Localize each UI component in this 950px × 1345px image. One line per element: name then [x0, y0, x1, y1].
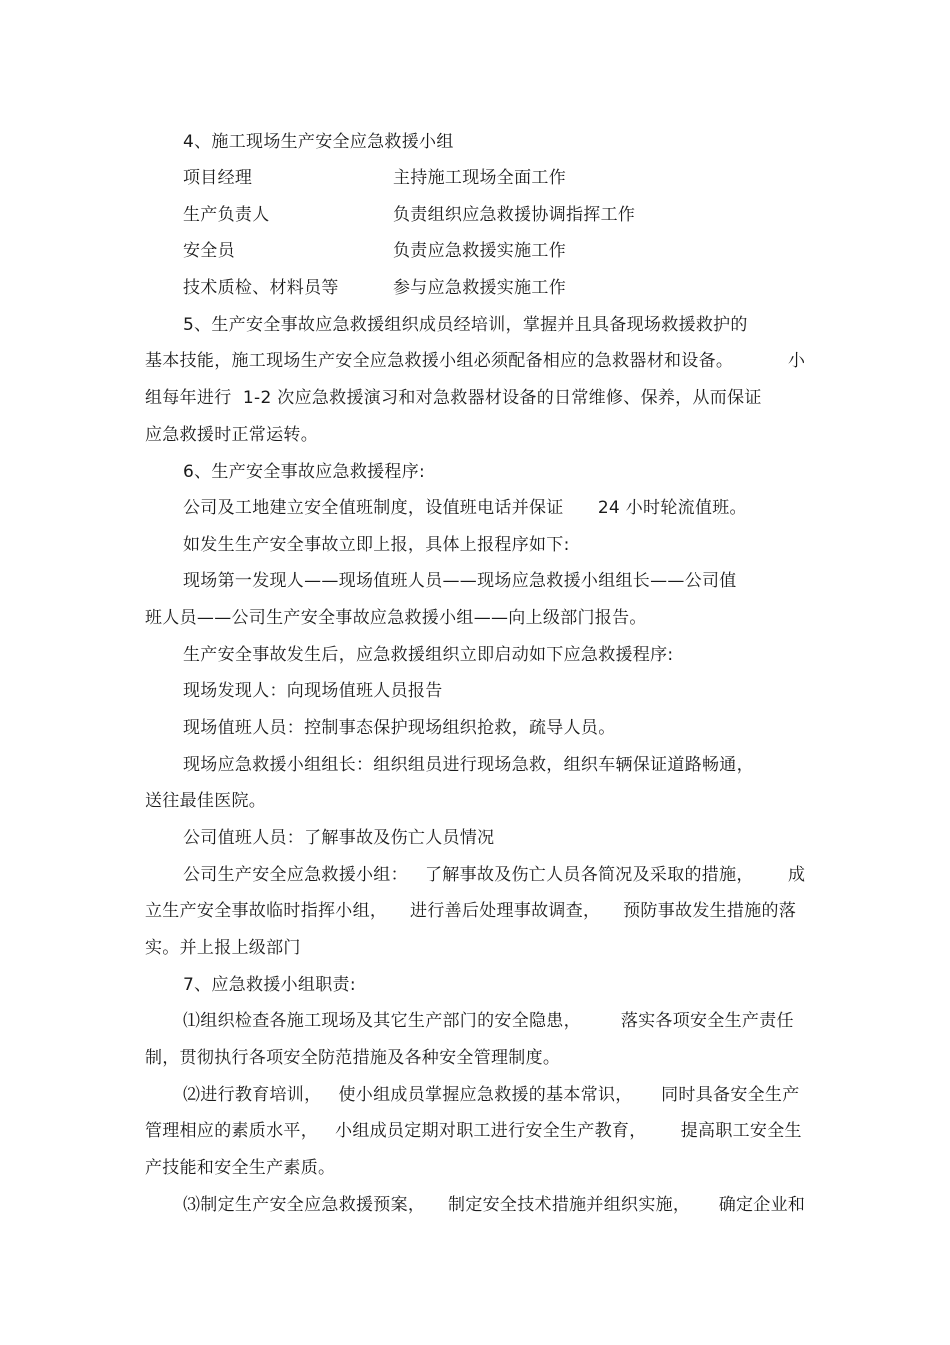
- section-7-text: ⑴组织检查各施工现场及其它生产部门的安全隐患， 落实各项安全生产责任: [183, 1011, 794, 1031]
- section-6-text: 班人员——公司生产安全事故应急救援小组——向上级部门报告。: [145, 608, 647, 628]
- section-6-text: 现场第一发现人——现场值班人员——现场应急救援小组组长——公司值: [183, 571, 737, 591]
- role-name: 项目经理: [183, 168, 253, 188]
- section-5-text: 组每年进行 1-2 次应急救援演习和对急救器材设备的日常维修、保养，从而保证: [145, 388, 762, 408]
- section-6-text: 立生产安全事故临时指挥小组， 进行善后处理事故调查， 预防事故发生措施的落: [145, 901, 797, 921]
- section-4-heading: 4、施工现场生产安全应急救援小组: [183, 132, 454, 152]
- section-6-text: 成: [788, 865, 806, 885]
- section-6-text: 实。并上报上级部门: [145, 938, 301, 958]
- section-5-text: 应急救援时正常运转。: [145, 425, 318, 445]
- section-6-text: 如发生生产安全事故立即上报，具体上报程序如下:: [183, 535, 570, 555]
- section-6-heading: 6、生产安全事故应急救援程序:: [183, 462, 426, 482]
- role-name: 安全员: [183, 241, 235, 261]
- role-duty: 主持施工现场全面工作: [393, 168, 566, 188]
- section-7-text: 制，贯彻执行各项安全防范措施及各种安全管理制度。: [145, 1048, 561, 1068]
- section-5-text: 基本技能，施工现场生产安全应急救援小组必须配备相应的急救器材和设备。: [145, 351, 734, 371]
- section-6-text: 送往最佳医院。: [145, 791, 267, 811]
- role-duty: 参与应急救援实施工作: [393, 278, 566, 298]
- role-name: 生产负责人: [183, 205, 270, 225]
- role-name: 技术质检、材料员等: [183, 278, 339, 298]
- section-6-text: 公司值班人员：了解事故及伤亡人员情况: [183, 828, 495, 848]
- section-6-text: 现场发现人：向现场值班人员报告: [183, 681, 443, 701]
- section-5-text: 5、生产安全事故应急救援组织成员经培训，掌握并且具备现场救援救护的: [183, 315, 748, 335]
- section-7-text: ⑶制定生产安全应急救援预案， 制定安全技术措施并组织实施， 确定企业和: [183, 1195, 806, 1215]
- section-7-text: 产技能和安全生产素质。: [145, 1158, 336, 1178]
- role-duty: 负责应急救援实施工作: [393, 241, 566, 261]
- section-6-text: 公司生产安全应急救援小组： 了解事故及伤亡人员各简况及采取的措施，: [183, 865, 754, 885]
- section-7-text: ⑵进行教育培训， 使小组成员掌握应急救援的基本常识， 同时具备安全生产: [183, 1085, 800, 1105]
- section-6-text: 现场应急救援小组组长：组织组员进行现场急救，组织车辆保证道路畅通，: [183, 755, 754, 775]
- section-6-text: 生产安全事故发生后，应急救援组织立即启动如下应急救援程序:: [183, 645, 674, 665]
- section-6-text: 公司及工地建立安全值班制度，设值班电话并保证 24 小时轮流值班。: [183, 498, 747, 518]
- section-6-text: 现场值班人员：控制事态保护现场组织抢救，疏导人员。: [183, 718, 616, 738]
- section-5-text: 小: [788, 351, 806, 371]
- role-duty: 负责组织应急救援协调指挥工作: [393, 205, 636, 225]
- section-7-text: 管理相应的素质水平， 小组成员定期对职工进行安全生产教育， 提高职工安全生: [145, 1121, 802, 1141]
- section-7-heading: 7、应急救援小组职责:: [183, 975, 356, 995]
